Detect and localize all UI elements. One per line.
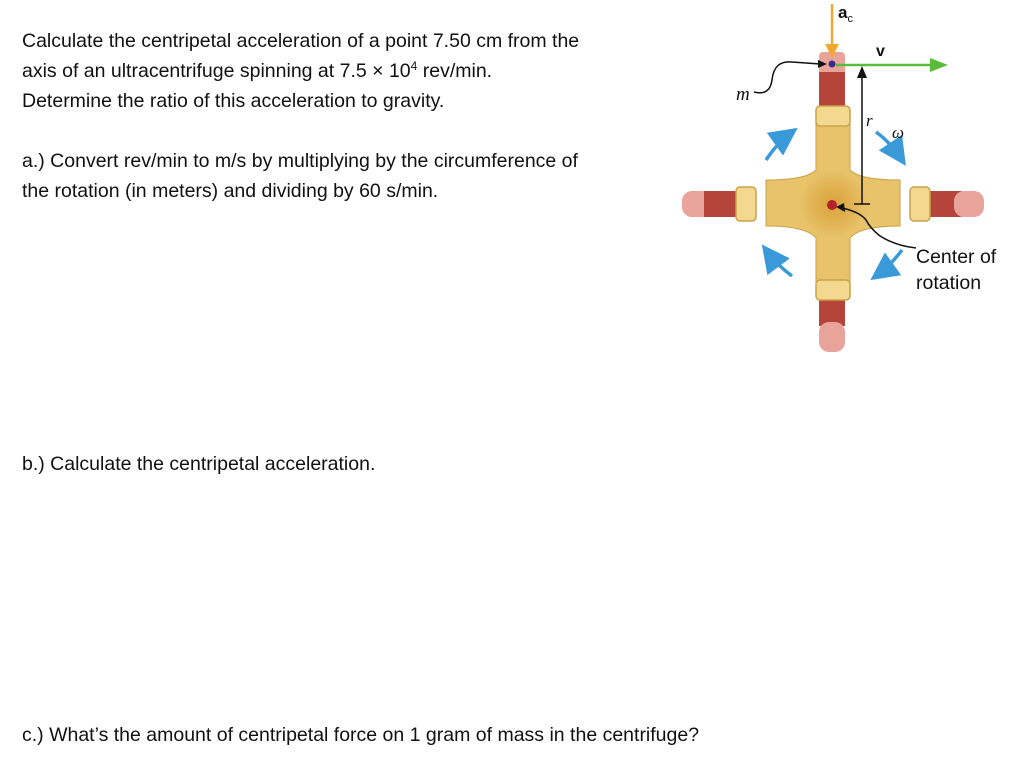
problem-line-2 <box>22 56 682 86</box>
question-a-line-2: the rotation (in meters) and dividing by 60 s/min. <box>22 180 439 202</box>
rotation-arrow-top-left <box>766 132 792 160</box>
holder-top <box>816 106 850 126</box>
center-of-rotation-label <box>916 244 996 296</box>
problem-line-1: Calculate the centripetal acceleration of a point 7.50 cm from the <box>22 30 580 52</box>
question-c-text: c.) What’s the amount of centripetal force on 1 gram of mass in the centrifuge? <box>22 724 700 746</box>
m-label: m <box>736 84 750 105</box>
question-c <box>22 720 822 750</box>
centrifuge-diagram <box>670 0 1024 370</box>
center-label-line-2: rotation <box>916 272 982 294</box>
v-label: v <box>876 43 885 60</box>
exponent: 4 <box>410 59 418 73</box>
holder-right <box>910 187 930 221</box>
question-a <box>22 146 682 206</box>
rotation-arrow-bottom-right <box>876 250 902 276</box>
center-dot <box>827 200 837 210</box>
r-label: r <box>866 111 873 130</box>
v-arrow <box>836 58 948 72</box>
rotation-arrow-bottom-left <box>766 250 792 276</box>
center-label-line-1: Center of <box>916 246 997 268</box>
mass-point <box>829 61 836 68</box>
question-b-text: b.) Calculate the centripetal acceleration. <box>22 453 376 475</box>
holder-left <box>736 187 756 221</box>
ac-arrow <box>825 4 839 58</box>
problem-line-2-text: axis of an ultracentrifuge spinning at 7.5 × 10 <box>22 60 411 82</box>
holder-bottom <box>816 280 850 300</box>
problem-line-2-unit: rev/min. <box>417 60 493 82</box>
ac-label: $a_c$ <box>838 3 853 25</box>
question-b <box>22 449 682 479</box>
problem-statement <box>22 26 682 116</box>
question-a-line-1: a.) Convert rev/min to m/s by multiplying by the circumference of <box>22 150 578 172</box>
problem-line-3: Determine the ratio of this acceleration to gravity. <box>22 90 445 112</box>
omega-label: ω <box>892 123 905 142</box>
mass-pointer <box>754 62 820 93</box>
